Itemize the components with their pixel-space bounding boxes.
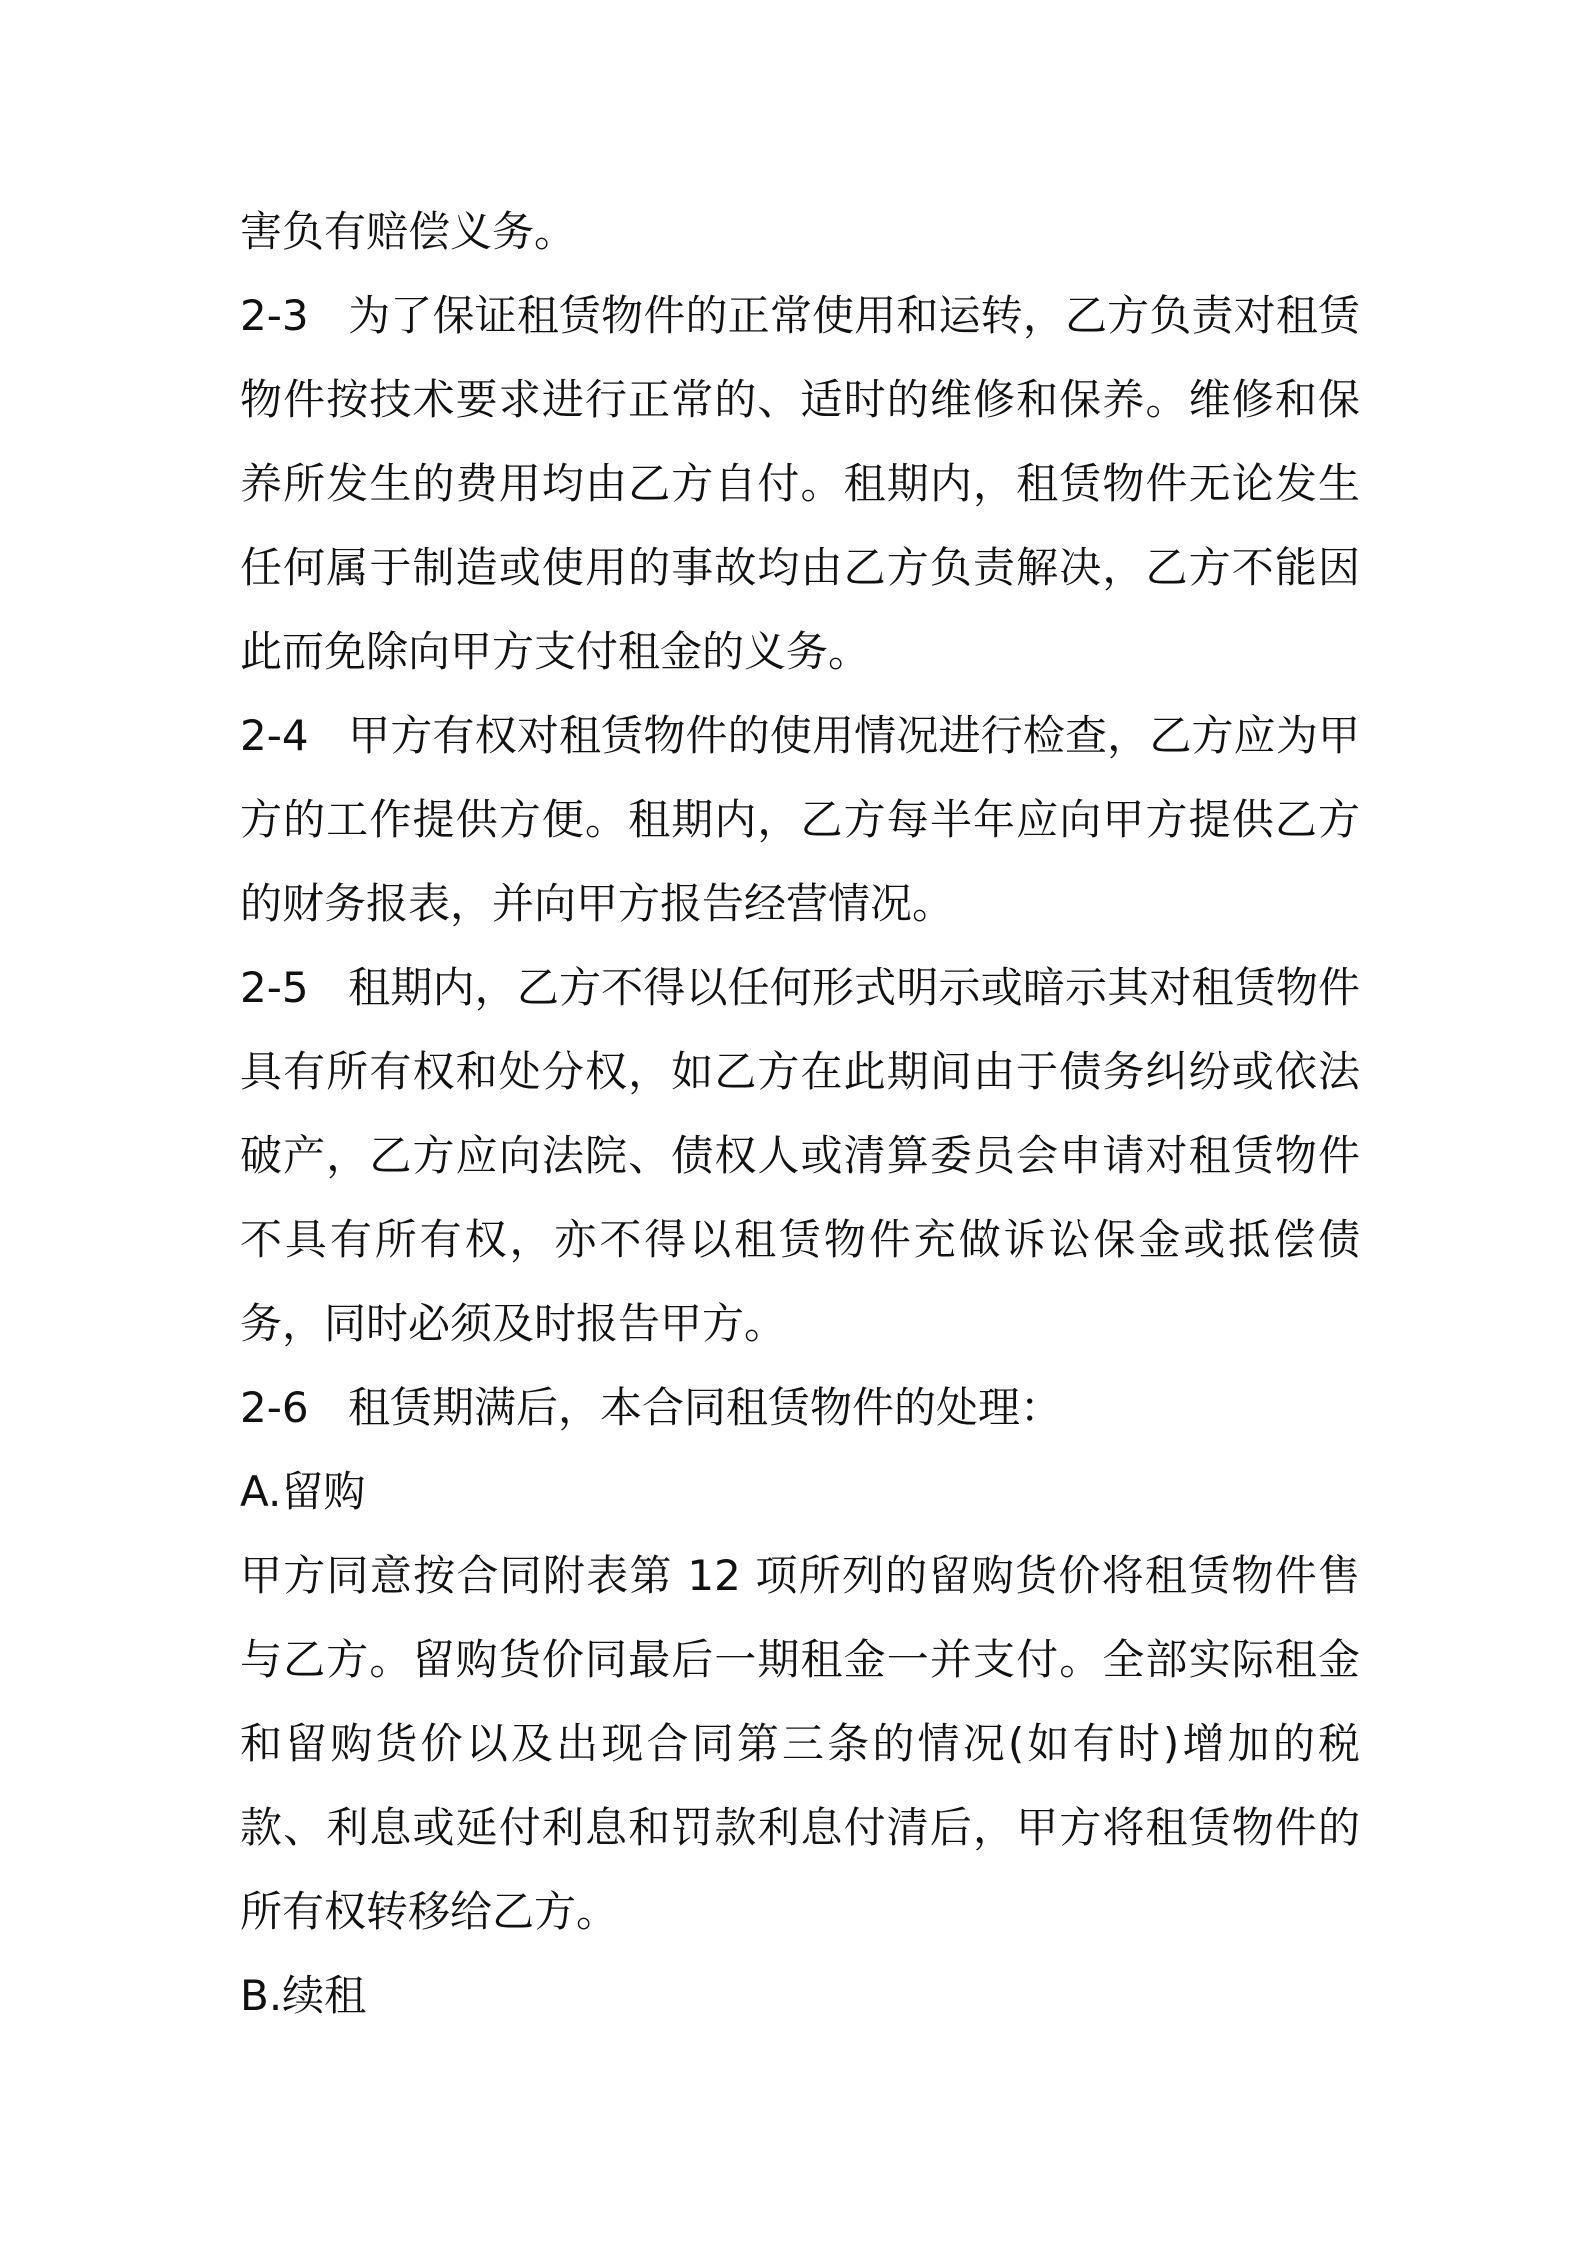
clause-2-4 (240, 694, 1360, 946)
option-heading-text: B.续租 (240, 1971, 367, 2020)
clause-text: 租赁期满后，本合同租赁物件的处理： (348, 1383, 1063, 1432)
clause-text: 租期内，乙方不得以任何形式明示或暗示其对租赁物件具有所有权和处分权，如乙方在此期间由于债务纠纷或依法破产，乙方应向法院、债权人或清算委员会申请对租赁物件不具有所有权，亦不得以租赁物件充做诉讼保金或抵偿债务，同时必须及时报告甲方。 (240, 963, 1360, 1348)
clause-2-6 (240, 1366, 1360, 1450)
option-a-body (240, 1534, 1360, 1954)
option-b-heading (240, 1954, 1360, 2038)
document-body (240, 190, 1360, 2038)
clause-number: 2-6 (240, 1383, 309, 1432)
clause-text: 甲方有权对租赁物件的使用情况进行检查，乙方应为甲方的工作提供方便。租期内，乙方每半年应向甲方提供乙方的财务报表，并向甲方报告经营情况。 (240, 711, 1360, 928)
paragraph-continued (240, 190, 1360, 274)
clause-number: 2-5 (240, 963, 309, 1012)
clause-2-5 (240, 946, 1360, 1366)
clause-number: 2-3 (240, 291, 309, 340)
option-heading-text: A.留购 (240, 1467, 366, 1516)
paragraph-text: 甲方同意按合同附表第 12 项所列的留购货价将租赁物件售与乙方。留购货价同最后一期租金一并支付。全部实际租金和留购货价以及出现合同第三条的情况(如有时)增加的税款、利息或延付利息和罚款利息付清后，甲方将租赁物件的所有权转移给乙方。 (240, 1551, 1360, 1936)
clause-text: 为了保证租赁物件的正常使用和运转，乙方负责对租赁物件按技术要求进行正常的、适时的维修和保养。维修和保养所发生的费用均由乙方自付。租期内，租赁物件无论发生任何属于制造或使用的事故均由乙方负责解决，乙方不能因此而免除向甲方支付租金的义务。 (240, 291, 1360, 676)
clause-number: 2-4 (240, 711, 309, 760)
paragraph-text: 害负有赔偿义务。 (240, 207, 577, 256)
clause-2-3 (240, 274, 1360, 694)
option-a-heading (240, 1450, 1360, 1534)
